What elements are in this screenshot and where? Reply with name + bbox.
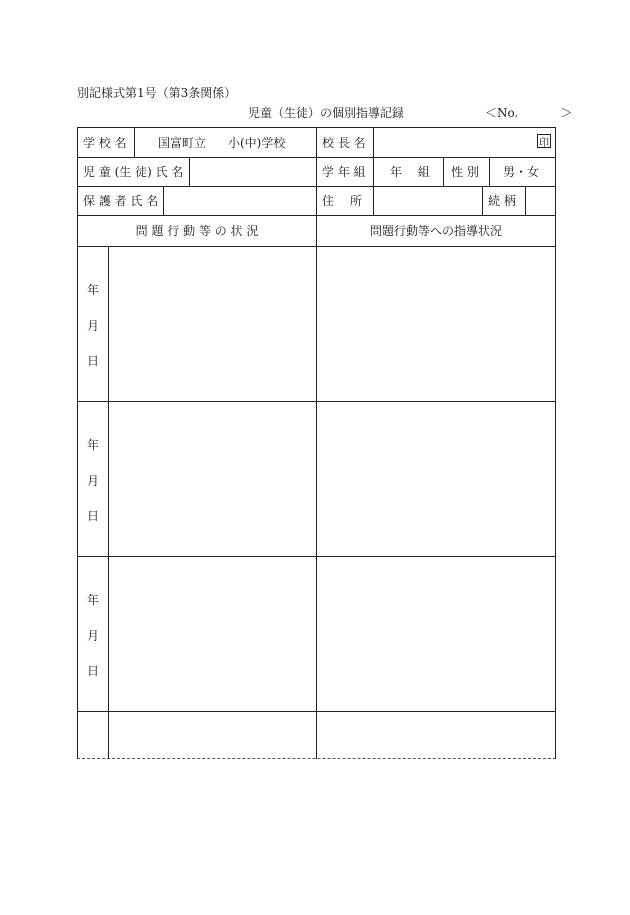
date-year-label: 年 bbox=[86, 283, 99, 297]
date-year-label: 年 bbox=[86, 593, 99, 607]
date-day-label: 日 bbox=[86, 509, 99, 523]
principal-name-label: 校 長 名 bbox=[322, 135, 366, 150]
cell-divider bbox=[525, 186, 526, 215]
problem-behavior-heading: 問 題 行 動 等 の 状 況 bbox=[135, 224, 259, 238]
guidance-status-heading: 問題行動等への指導状況 bbox=[369, 224, 502, 238]
relationship-label: 続 柄 bbox=[488, 194, 516, 208]
table-border-right bbox=[555, 127, 556, 759]
date-day-label: 日 bbox=[86, 354, 99, 368]
cell-divider bbox=[134, 127, 135, 157]
date-month-label: 月 bbox=[86, 629, 99, 643]
gender-label: 性 別 bbox=[451, 165, 479, 179]
date-year-label: 年 bbox=[86, 438, 99, 452]
school-name-label: 学 校 名 bbox=[83, 135, 127, 150]
grade-class-label: 学 年 組 bbox=[322, 165, 366, 179]
school-name-suffix: 小(中)学校 bbox=[228, 135, 286, 150]
document-title: 児童（生徒）の個別指導記録 bbox=[248, 106, 405, 120]
cell-divider bbox=[373, 157, 374, 186]
cell-divider bbox=[482, 186, 483, 215]
grade-class-value: 年 組 bbox=[390, 165, 430, 179]
form-number: 別記様式第1号（第3条関係） bbox=[77, 86, 237, 100]
student-name-label: 児 童 (生 徒) 氏 名 bbox=[83, 165, 184, 179]
school-name-prefix: 国富町立 bbox=[158, 135, 207, 150]
address-label: 住 所 bbox=[322, 194, 362, 208]
guardian-name-label: 保 護 者 氏 名 bbox=[83, 194, 159, 208]
cell-divider bbox=[443, 157, 444, 186]
cell-divider bbox=[373, 186, 374, 215]
date-month-label: 月 bbox=[86, 474, 99, 488]
cell-divider bbox=[489, 157, 490, 186]
seal-mark: 印 bbox=[537, 134, 551, 148]
record-number-label: ＜No. bbox=[485, 106, 519, 120]
cell-divider bbox=[189, 157, 190, 186]
date-month-label: 月 bbox=[86, 319, 99, 333]
record-number-field bbox=[485, 104, 572, 121]
record-number-close: ＞ bbox=[560, 106, 573, 120]
gender-value: 男・女 bbox=[503, 165, 540, 179]
date-day-label: 日 bbox=[86, 664, 99, 678]
cell-divider bbox=[163, 186, 164, 215]
cell-divider bbox=[373, 127, 374, 157]
